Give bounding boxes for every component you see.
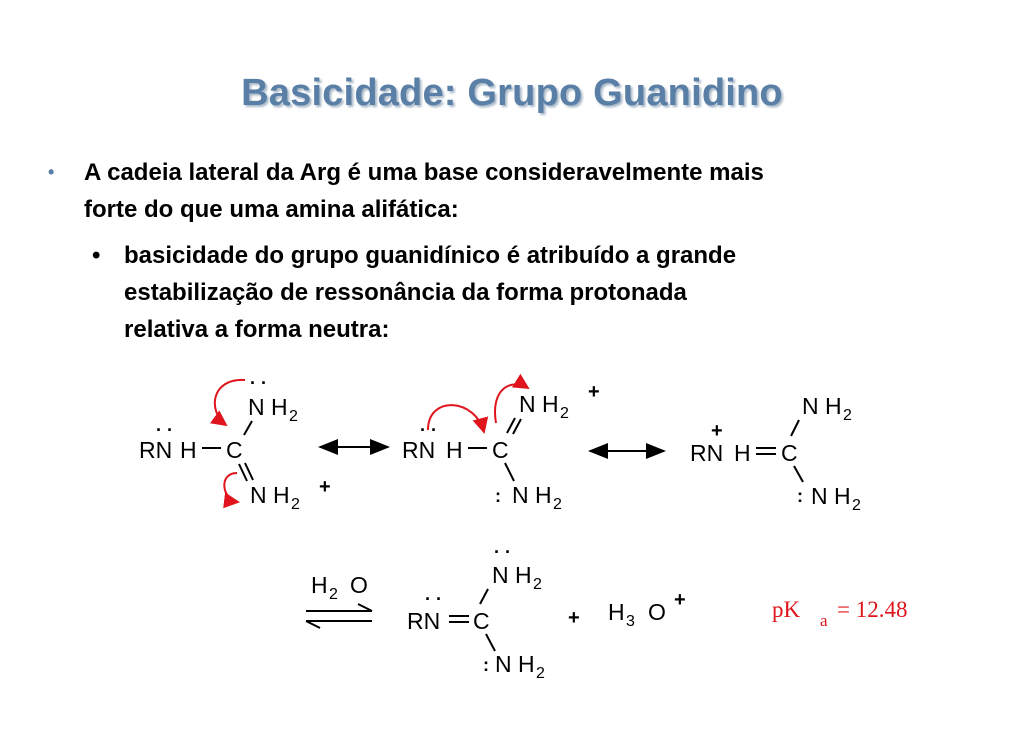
bullet-marker: • (48, 162, 55, 182)
atom-h: H (273, 482, 290, 508)
electron-push-arrow (215, 380, 245, 425)
single-bond (791, 420, 799, 436)
atom-n: N (250, 482, 267, 508)
atom-n: N (512, 482, 529, 508)
atom-c: C (473, 608, 490, 634)
single-bond (505, 463, 514, 481)
slide-title: Basicidade: Grupo Guanidino (241, 72, 783, 114)
subscript-2: 2 (852, 497, 861, 514)
pka-value: = 12.48 (837, 597, 908, 622)
resonance-structure-3 (690, 393, 861, 514)
reagent-h2o-h: H (311, 572, 328, 598)
electron-push-arrow (224, 473, 238, 502)
lone-pair-dots: · · (425, 589, 442, 609)
lone-pair-dots: : (495, 486, 501, 506)
atom-h: H (535, 482, 552, 508)
product-h3o-h: H (608, 599, 625, 625)
subscript-2: 2 (560, 405, 569, 422)
lone-pair-dots: · · (156, 420, 173, 440)
equilibrium-arrow-head (358, 604, 372, 611)
atom-h: H (271, 394, 288, 420)
positive-charge: + (674, 589, 686, 611)
bullet-marker: • (92, 242, 101, 269)
atom-h: H (446, 437, 463, 463)
atom-rn: RN (139, 437, 173, 463)
product-h3o-o: O (648, 599, 666, 625)
lone-pair-dots: · · (250, 373, 267, 393)
lone-pair-dots: · · (420, 420, 437, 440)
single-bond (794, 466, 803, 482)
bullet-line: estabilização de ressonância da forma protonada (124, 279, 687, 306)
atom-rn: RN (402, 437, 436, 463)
positive-charge: + (711, 420, 723, 442)
pka-subscript: a (820, 611, 828, 630)
subscript-2: 2 (289, 408, 298, 425)
reagent-h2o-o: O (350, 572, 368, 598)
atom-h: H (834, 483, 851, 509)
plus-sign: + (568, 607, 580, 629)
bullet-line: A cadeia lateral da Arg é uma base consideravelmente mais (84, 159, 764, 186)
lone-pair-dots: : (797, 486, 803, 506)
atom-h: H (542, 391, 559, 417)
atom-c: C (781, 440, 798, 466)
atom-h: H (180, 437, 197, 463)
atom-h: H (734, 440, 751, 466)
positive-charge: + (588, 381, 600, 403)
atom-n: N (519, 391, 536, 417)
subscript-2: 2 (553, 496, 562, 513)
atom-n: N (248, 394, 265, 420)
equilibrium-arrow-head (306, 621, 320, 628)
subscript-2: 2 (536, 665, 545, 682)
single-bond (244, 421, 252, 435)
atom-h: H (518, 651, 535, 677)
subscript-2: 2 (291, 496, 300, 513)
atom-n: N (492, 562, 509, 588)
resonance-structure-2 (402, 381, 600, 513)
pka-label: pK (772, 597, 801, 622)
bullet-line: relativa a forma neutra: (124, 316, 390, 343)
atom-n: N (802, 393, 819, 419)
subscript-2: 2 (533, 576, 542, 593)
single-bond (480, 589, 488, 604)
atom-h: H (515, 562, 532, 588)
atom-n: N (495, 651, 512, 677)
atom-h: H (825, 393, 842, 419)
atom-n: N (811, 483, 828, 509)
bullet-line: forte do que uma amina alifática: (84, 196, 459, 223)
atom-rn: RN (690, 440, 724, 466)
positive-charge: + (319, 476, 331, 498)
atom-rn: RN (407, 608, 441, 634)
lone-pair-dots: · · (494, 542, 511, 562)
atom-c: C (226, 437, 243, 463)
atom-c: C (492, 437, 509, 463)
subscript-3: 3 (626, 613, 635, 630)
equilibrium-reaction (306, 542, 907, 682)
bullet-line: basicidade do grupo guanidínico é atribuído a grande (124, 242, 737, 269)
subscript-2: 2 (843, 407, 852, 424)
lone-pair-dots: : (483, 655, 489, 675)
resonance-structure-1 (139, 373, 331, 513)
subscript-2: 2 (329, 586, 338, 603)
single-bond (486, 634, 495, 651)
